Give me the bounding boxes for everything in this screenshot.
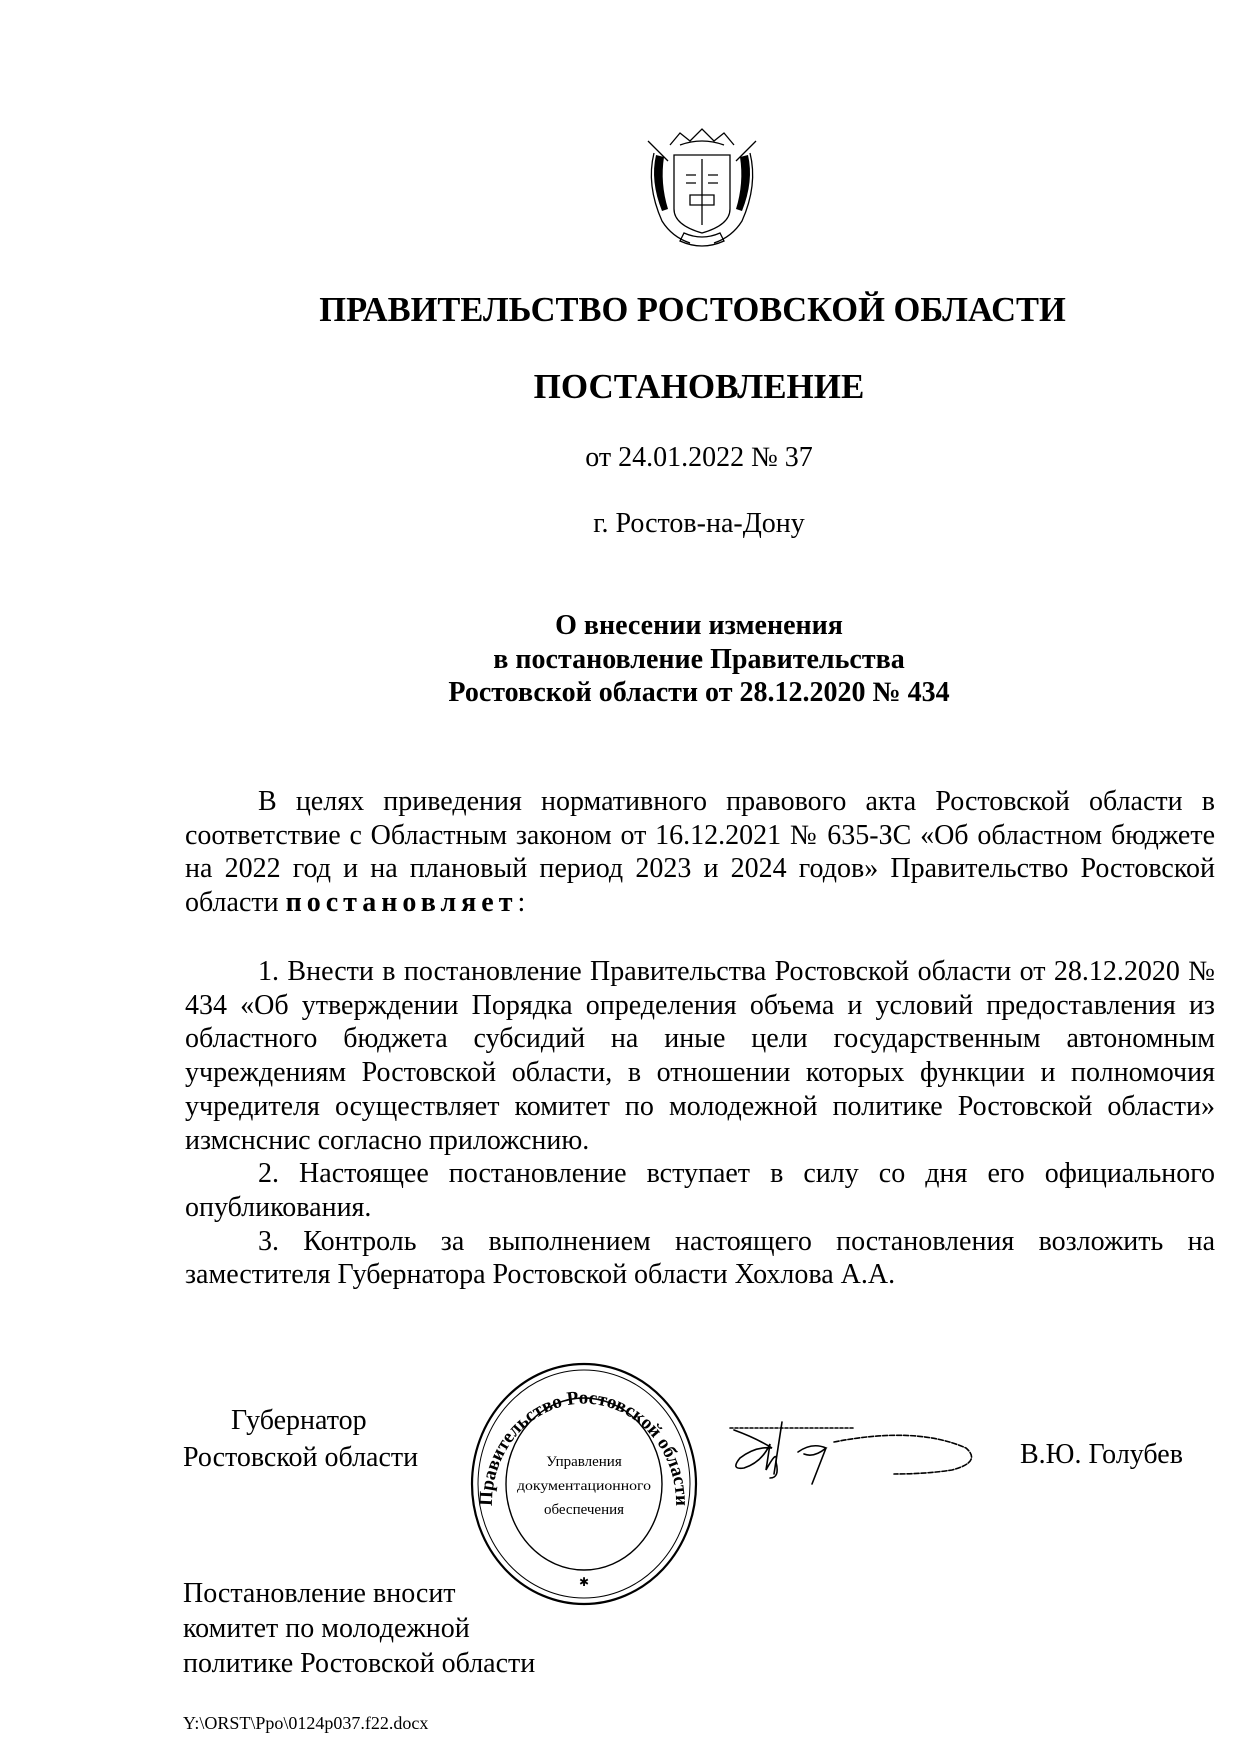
document-date-number: от 24.01.2022 № 37	[585, 442, 813, 473]
handwritten-signature	[726, 1418, 996, 1490]
preamble-text: В целях приведения нормативного правового акта Ростовской области в соответствие с Областным законом от 16.12.2021 № 635-ЗС «Об областном бюджете на 2022 год и на плановый период 2023 и 2024 годов» Правительство Ростовской области	[185, 786, 1215, 919]
subject-line: Ростовской области от 28.12.2020 № 434	[448, 677, 950, 709]
note-line: комитет по молодежной	[183, 1613, 470, 1644]
subject-line: О внесении изменения	[555, 610, 843, 641]
position-line-1: Губернатор	[231, 1405, 367, 1436]
file-path: Y:\ORST\Ppo\0124p037.f22.docx	[183, 1713, 429, 1733]
decree-item-2: 2. Настоящее постановление вступает в силу со дня его официального опубликования.	[185, 1158, 1215, 1223]
preamble-paragraph	[185, 785, 1215, 920]
note-line: политике Ростовской области	[183, 1648, 536, 1679]
stamp-inner-line: документационного	[517, 1479, 651, 1494]
organization-title: ПРАВИТЕЛЬСТВО РОСТОВСКОЙ ОБЛАСТИ	[319, 290, 1066, 329]
submitted-by-note	[183, 1576, 535, 1681]
signatory-name: В.Ю. Голубев	[1020, 1439, 1183, 1470]
document-subject	[270, 609, 1128, 710]
note-line: Постановление вносит	[183, 1578, 456, 1609]
position-line-2: Ростовской области	[183, 1442, 419, 1473]
decree-items	[185, 955, 1215, 1292]
document-type-title: ПОСТАНОВЛЕНИЕ	[533, 367, 865, 406]
decree-item-1: 1. Внести в постановление Правительства Ростовской области от 28.12.2020 № 434 «Об утверждении Порядка определения объема и условий предоставления из областного бюджета субсидий на иные цели государственным автономным учреждениям Ростовской области, в отношении которых функции и полномочия учредителя осуществляет комитет по молодежной политике Ростовской области» измснснис согласно приложснию.	[185, 956, 1215, 1156]
stamp-inner-line: обеспечения	[543, 1502, 625, 1518]
subject-line: в постановление Правительства	[493, 643, 905, 675]
decree-item-3: 3. Контроль за выполнением настоящего постановления возложить на заместителя Губернатора Ростовской области Хохлова А.А.	[185, 1225, 1215, 1291]
coat-of-arms-icon	[640, 125, 764, 253]
official-stamp	[468, 1360, 700, 1608]
stamp-inner-line: Управления	[546, 1454, 622, 1470]
stamp-outer-text: Правительство Ростовской области	[475, 1387, 693, 1507]
stamp-star-icon: ✱	[578, 1575, 590, 1589]
decree-colon: :	[517, 887, 526, 919]
decree-word: постановляет	[285, 887, 518, 919]
document-city: г. Ростов-на-Дону	[593, 508, 805, 539]
signatory-position	[183, 1402, 418, 1476]
